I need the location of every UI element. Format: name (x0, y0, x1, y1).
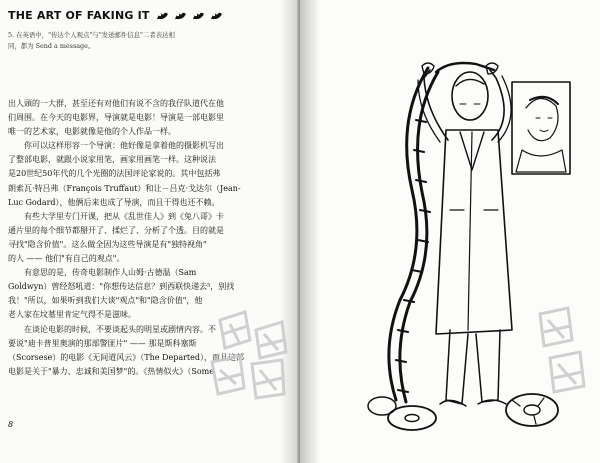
text-line: 的人 —— 他们"有自己的观点"。 (8, 254, 125, 264)
text-line: 通片里的每个细节都掰开了、揉烂了、分析了个透。目的就是 (8, 225, 224, 235)
text-line: 是20世纪50年代的几个光圈的法国评论家说的。其中包括弗 (8, 169, 221, 179)
paragraph (8, 97, 280, 139)
paragraph (8, 266, 280, 322)
paragraph (8, 323, 280, 379)
ornament-icon (174, 10, 187, 21)
text-line: 们周围。在今天的电影界，导演就是电影！导演是一部电影里 (8, 113, 224, 123)
footnote-line: 5. 在英语中，"传达个人观点"与"发送邮件信息"二者表达相 (8, 31, 175, 39)
paragraph (8, 139, 280, 209)
ornament-icon (192, 10, 205, 21)
text-line: 你可以这样形容一个导演：他好像是拿着他的摄影机写出 (24, 141, 224, 151)
text-line: 唯一的艺术家，电影就像是他的个人作品一样。 (8, 127, 176, 137)
header-title: THE ART OF FAKING IT (8, 8, 150, 22)
text-line: （Scorsese）的电影《无间道风云》（The Departed），而且这部 (8, 352, 244, 362)
right-page (300, 0, 600, 463)
footnote (8, 30, 278, 52)
text-line: 我！"所以，如果听到我们大谈"观点"和"隐含价值"，他 (8, 296, 203, 306)
body-text (8, 97, 280, 379)
text-line: Luc Godard），他俩后来也成了导演，而且干得也还不赖。 (8, 197, 220, 207)
text-line: 朗索瓦·特吕弗（François Truffaut）和让－吕克·戈达尔（Jean- (8, 183, 241, 193)
header-ornaments (156, 10, 223, 21)
footnote-line: 同，都为 Send a message。 (8, 42, 95, 50)
text-line: 有些大学里专门开课，把从《乱世佳人》到《兔八哥》卡 (24, 211, 224, 221)
text-line: 老人家在坟墓里肯定气得不是滋味。 (8, 310, 136, 320)
text-line: 在谈论电影的时候，不要谈起头的明星或剧情内容。不 (24, 324, 216, 334)
text-line: 寻找"隐含价值"。这么做全因为这些导演是有"独特视角" (8, 239, 207, 249)
text-line: Goldwyn）曾经怒吼道："你想传达信息？到西联快递去⁵，别找 (8, 282, 235, 292)
text-line: 出人頭的一大群，甚至还有对他们有说不含的我仔队道代在他 (8, 99, 224, 108)
text-line: 电影是关于"暴力、忠诚和美国梦"的。《热情似火》（Some (8, 366, 214, 376)
paragraph (8, 210, 280, 266)
ornament-icon (210, 10, 223, 21)
text-line: 了整部电影，就跟小说家用笔，画家用画笔一样。这种说法 (8, 155, 216, 165)
page-number: 8 (8, 420, 14, 429)
ornament-icon (156, 10, 169, 21)
text-line: 要说"迪卡普里奥演的那部警匪片" —— 那是斯科塞斯 (8, 338, 197, 348)
text-line: 有意思的是，传奇电影制作人山姆·古德温（Sam (24, 268, 197, 278)
running-header (8, 8, 223, 22)
man-with-film-reel-illustration (300, 0, 600, 463)
